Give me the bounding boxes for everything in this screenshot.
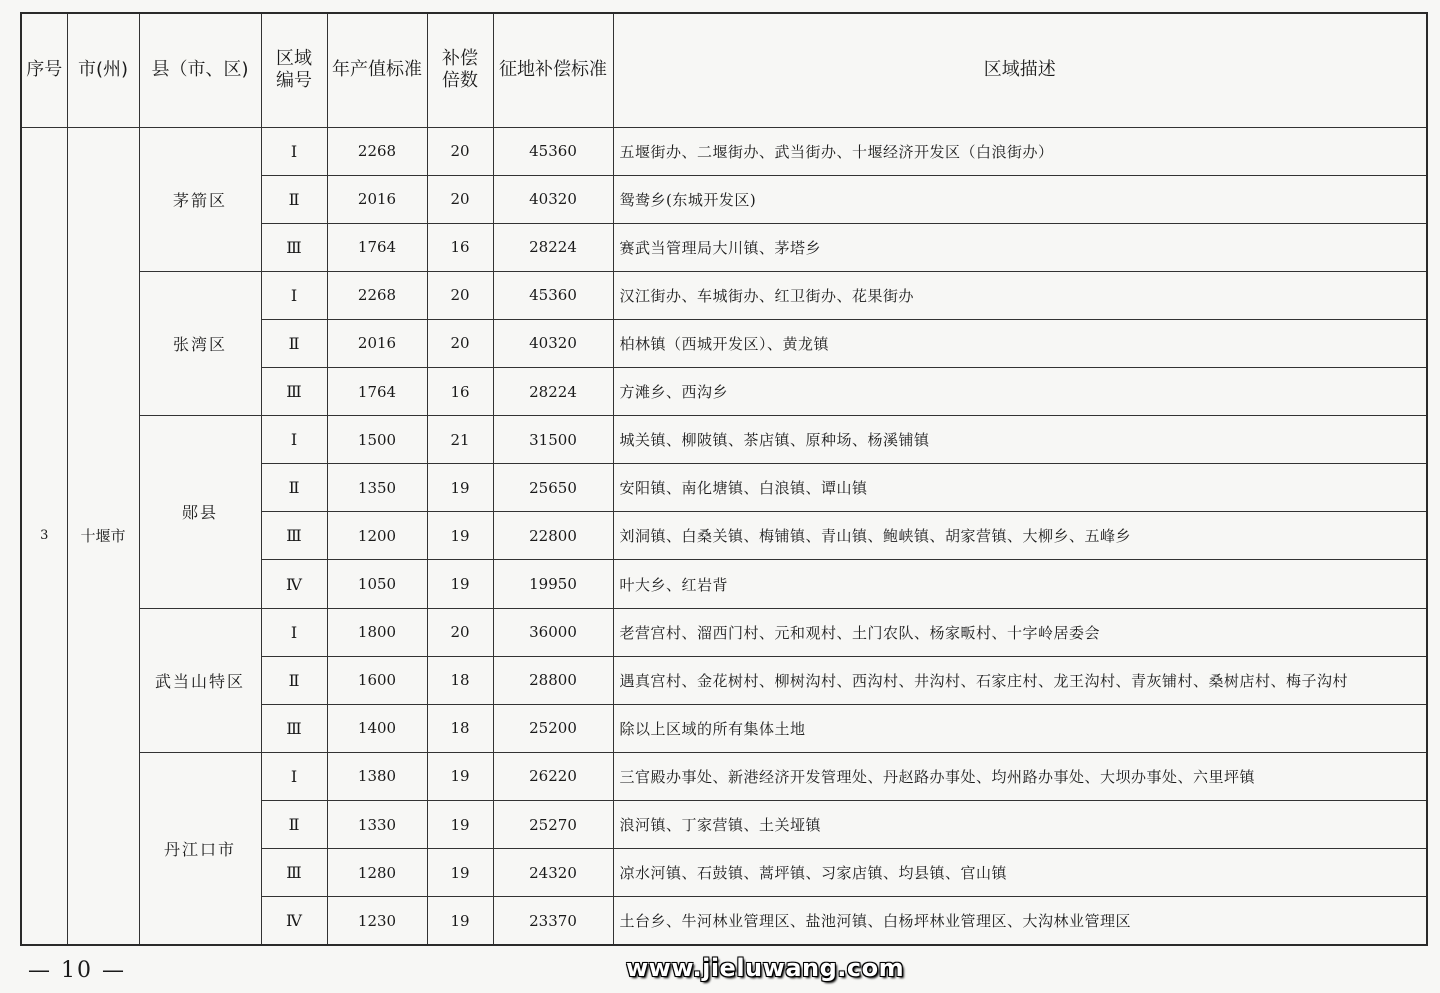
page-number: — 10 —	[28, 958, 126, 983]
description-cell: 安阳镇、南化塘镇、白浪镇、谭山镇	[613, 464, 1427, 512]
description-cell: 汉江街办、车城街办、红卫街办、花果街办	[613, 271, 1427, 319]
multiplier-cell: 19	[427, 801, 493, 849]
compensation-cell: 28224	[493, 223, 613, 271]
table-row	[21, 608, 1427, 656]
header-multiplier-label: 补偿倍数	[442, 48, 478, 92]
zone-code-cell: Ⅱ	[261, 175, 327, 223]
zone-code-cell: Ⅳ	[261, 897, 327, 945]
multiplier-cell: 18	[427, 704, 493, 752]
county-cell: 郧县	[139, 416, 261, 608]
city-cell: 十堰市	[67, 127, 139, 945]
annual-output-cell: 1500	[327, 416, 427, 464]
table-row	[21, 127, 1427, 175]
multiplier-cell: 20	[427, 608, 493, 656]
compensation-cell: 25650	[493, 464, 613, 512]
zone-code-cell: Ⅲ	[261, 704, 327, 752]
zone-code-cell: Ⅲ	[261, 223, 327, 271]
annual-output-cell: 1350	[327, 464, 427, 512]
county-cell: 张湾区	[139, 271, 261, 415]
county-cell: 茅箭区	[139, 127, 261, 271]
description-cell: 方滩乡、西沟乡	[613, 368, 1427, 416]
annual-output-cell: 1764	[327, 368, 427, 416]
table-row	[21, 271, 1427, 319]
zone-code-cell: Ⅰ	[261, 271, 327, 319]
compensation-table	[20, 12, 1428, 946]
description-cell: 柏林镇（西城开发区）、黄龙镇	[613, 319, 1427, 367]
compensation-cell: 40320	[493, 175, 613, 223]
annual-output-cell: 1764	[327, 223, 427, 271]
annual-output-cell: 2016	[327, 319, 427, 367]
compensation-cell: 24320	[493, 849, 613, 897]
multiplier-cell: 21	[427, 416, 493, 464]
multiplier-cell: 19	[427, 849, 493, 897]
watermark-text: www.jieluwang.com	[626, 954, 905, 982]
header-zone-code	[261, 13, 327, 127]
description-cell: 五堰街办、二堰街办、武当街办、十堰经济开发区（白浪街办）	[613, 127, 1427, 175]
compensation-cell: 28800	[493, 656, 613, 704]
annual-output-cell: 1230	[327, 897, 427, 945]
multiplier-cell: 20	[427, 271, 493, 319]
table-row	[21, 416, 1427, 464]
table-row	[21, 752, 1427, 800]
seq-cell: 3	[21, 127, 67, 945]
compensation-cell: 25200	[493, 704, 613, 752]
compensation-cell: 45360	[493, 127, 613, 175]
header-compensation: 征地补偿标准	[493, 13, 613, 127]
multiplier-cell: 19	[427, 512, 493, 560]
description-cell: 城关镇、柳陂镇、茶店镇、原种场、杨溪铺镇	[613, 416, 1427, 464]
header-row	[21, 13, 1427, 127]
multiplier-cell: 20	[427, 319, 493, 367]
description-cell: 浪河镇、丁家营镇、土关垭镇	[613, 801, 1427, 849]
compensation-cell: 28224	[493, 368, 613, 416]
compensation-cell: 25270	[493, 801, 613, 849]
header-seq: 序号	[21, 13, 67, 127]
zone-code-cell: Ⅰ	[261, 752, 327, 800]
multiplier-cell: 20	[427, 127, 493, 175]
annual-output-cell: 1800	[327, 608, 427, 656]
header-description: 区域描述	[613, 13, 1427, 127]
header-annual-output: 年产值标准	[327, 13, 427, 127]
multiplier-cell: 19	[427, 897, 493, 945]
zone-code-cell: Ⅱ	[261, 319, 327, 367]
annual-output-cell: 1200	[327, 512, 427, 560]
description-cell: 鸳鸯乡(东城开发区)	[613, 175, 1427, 223]
multiplier-cell: 19	[427, 752, 493, 800]
header-city: 市(州)	[67, 13, 139, 127]
description-cell: 刘洞镇、白桑关镇、梅铺镇、青山镇、鲍峡镇、胡家营镇、大柳乡、五峰乡	[613, 512, 1427, 560]
compensation-cell: 22800	[493, 512, 613, 560]
annual-output-cell: 2268	[327, 127, 427, 175]
multiplier-cell: 18	[427, 656, 493, 704]
annual-output-cell: 1400	[327, 704, 427, 752]
multiplier-cell: 16	[427, 223, 493, 271]
annual-output-cell: 1380	[327, 752, 427, 800]
annual-output-cell: 1280	[327, 849, 427, 897]
zone-code-cell: Ⅱ	[261, 656, 327, 704]
zone-code-cell: Ⅱ	[261, 801, 327, 849]
description-cell: 遇真宫村、金花树村、柳树沟村、西沟村、井沟村、石家庄村、龙王沟村、青灰铺村、桑树店村、梅子沟村	[613, 656, 1427, 704]
description-cell: 三官殿办事处、新港经济开发管理处、丹赵路办事处、均州路办事处、大坝办事处、六里坪镇	[613, 752, 1427, 800]
description-cell: 叶大乡、红岩背	[613, 560, 1427, 608]
description-cell: 凉水河镇、石鼓镇、蒿坪镇、习家店镇、均县镇、官山镇	[613, 849, 1427, 897]
description-cell: 除以上区域的所有集体土地	[613, 704, 1427, 752]
annual-output-cell: 2268	[327, 271, 427, 319]
zone-code-cell: Ⅲ	[261, 368, 327, 416]
zone-code-cell: Ⅲ	[261, 849, 327, 897]
header-zone-code-label: 区域编号	[276, 48, 312, 92]
description-cell: 土台乡、牛河林业管理区、盐池河镇、白杨坪林业管理区、大沟林业管理区	[613, 897, 1427, 945]
table-body	[21, 127, 1427, 945]
compensation-cell: 45360	[493, 271, 613, 319]
annual-output-cell: 1600	[327, 656, 427, 704]
compensation-cell: 23370	[493, 897, 613, 945]
county-cell: 武当山特区	[139, 608, 261, 752]
zone-code-cell: Ⅲ	[261, 512, 327, 560]
zone-code-cell: Ⅱ	[261, 464, 327, 512]
description-cell: 老营宫村、溜西门村、元和观村、土门农队、杨家畈村、十字岭居委会	[613, 608, 1427, 656]
multiplier-cell: 19	[427, 560, 493, 608]
zone-code-cell: Ⅰ	[261, 416, 327, 464]
compensation-cell: 26220	[493, 752, 613, 800]
multiplier-cell: 20	[427, 175, 493, 223]
compensation-cell: 40320	[493, 319, 613, 367]
annual-output-cell: 1330	[327, 801, 427, 849]
description-cell: 赛武当管理局大川镇、茅塔乡	[613, 223, 1427, 271]
multiplier-cell: 19	[427, 464, 493, 512]
zone-code-cell: Ⅳ	[261, 560, 327, 608]
header-multiplier	[427, 13, 493, 127]
header-county: 县（市、区)	[139, 13, 261, 127]
compensation-cell: 19950	[493, 560, 613, 608]
zone-code-cell: Ⅰ	[261, 127, 327, 175]
zone-code-cell: Ⅰ	[261, 608, 327, 656]
compensation-cell: 36000	[493, 608, 613, 656]
annual-output-cell: 1050	[327, 560, 427, 608]
annual-output-cell: 2016	[327, 175, 427, 223]
multiplier-cell: 16	[427, 368, 493, 416]
compensation-cell: 31500	[493, 416, 613, 464]
county-cell: 丹江口市	[139, 752, 261, 945]
